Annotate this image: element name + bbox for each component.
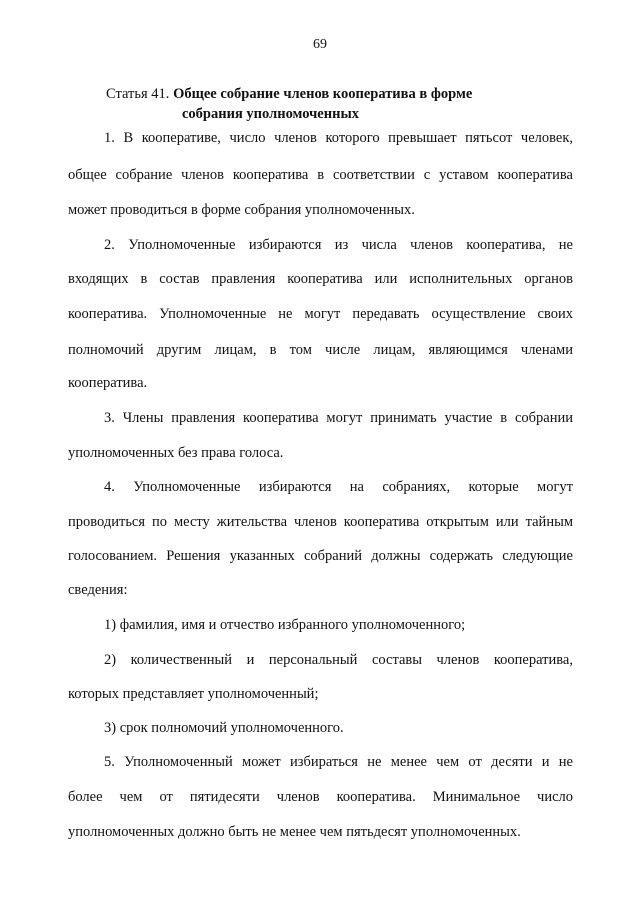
list-item: 2) количественный и персональный составы членов кооператива,	[104, 652, 573, 668]
text-line: 2. Уполномоченные избираются из числа членов кооператива, не	[104, 237, 573, 253]
text-line: кооператива. Уполномоченные не могут передавать осуществление своих	[68, 306, 573, 322]
article-title-line2: собрания уполномоченных	[182, 106, 360, 122]
text-line: 5. Уполномоченный может избираться не менее чем от десяти и не	[104, 754, 573, 770]
text-line: кооператива.	[68, 375, 148, 391]
text-line: сведения:	[68, 582, 128, 598]
text-line: общее собрание членов кооператива в соответствии с уставом кооператива	[68, 167, 573, 183]
list-item: 3) срок полномочий уполномоченного.	[104, 720, 344, 736]
text-line: полномочий другим лицам, в том числе лицам, являющимся членами	[68, 342, 573, 358]
text-line: более чем от пятидесяти членов кооператива. Минимальное число	[68, 789, 573, 805]
text-line: 3. Члены правления кооператива могут принимать участие в собрании	[104, 410, 573, 426]
list-item: 1) фамилия, имя и отчество избранного уполномоченного;	[104, 617, 466, 633]
text-line: уполномоченных должно быть не менее чем пятьдесят уполномоченных.	[68, 824, 521, 840]
article-title-line1: Общее собрание членов кооператива в форме	[173, 86, 473, 102]
article-label: Статья 41.	[106, 86, 170, 102]
text-line: голосованием. Решения указанных собраний должны содержать следующие	[68, 548, 573, 564]
text-line: может проводиться в форме собрания уполномоченных.	[68, 202, 415, 218]
page-number: 69	[313, 37, 327, 52]
article-heading	[106, 84, 472, 124]
text-line: входящих в состав правления кооператива или исполнительных органов	[68, 271, 573, 287]
text-line: проводиться по месту жительства членов кооператива открытым или тайным	[68, 514, 573, 530]
text-line: которых представляет уполномоченный;	[68, 686, 319, 702]
text-line: 4. Уполномоченные избираются на собраниях, которые могут	[104, 479, 573, 495]
text-line: 1. В кооперативе, число членов которого превышает пятьсот человек,	[104, 130, 573, 146]
text-line: уполномоченных без права голоса.	[68, 445, 284, 461]
